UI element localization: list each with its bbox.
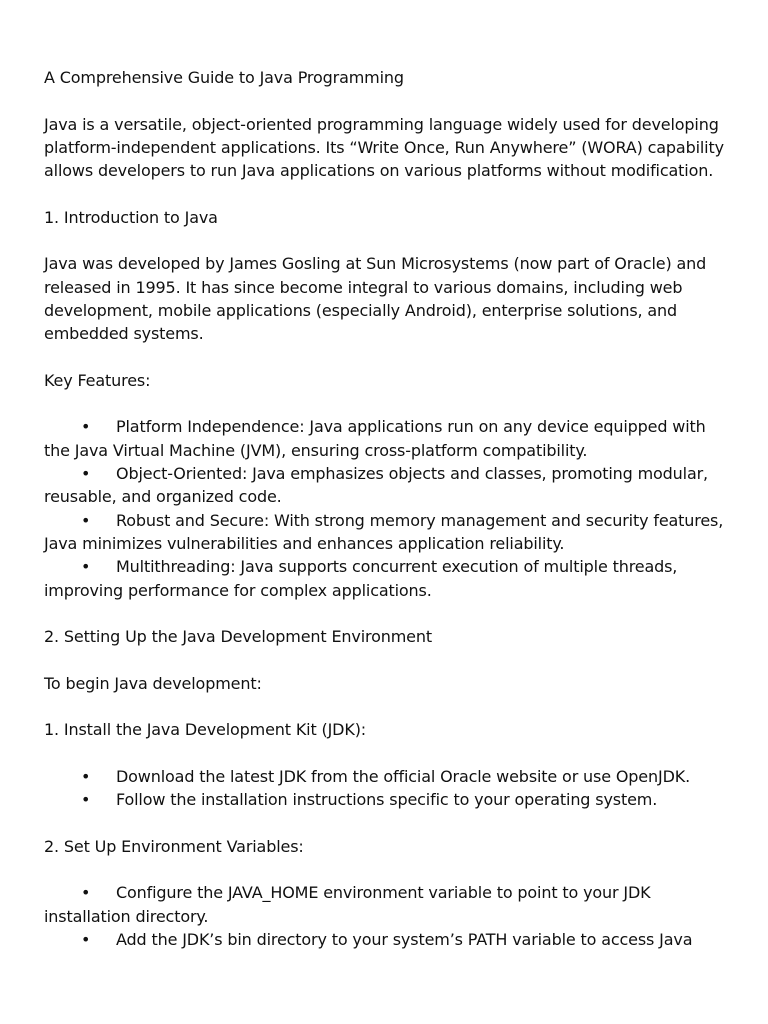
bullet-point: • [81,929,91,949]
step-item-text-continued: installation directory. [44,906,209,926]
bullet-point: • [81,510,91,530]
step-item-text: Follow the installation instructions specific to your operating system. [116,790,658,810]
intro-line: Java is a versatile, object-oriented programming language widely used for developing [44,114,719,134]
section1-paragraph-line: development, mobile applications (especially Android), enterprise solutions, and [44,300,678,320]
feature-item [44,555,734,578]
feature-text-continued: Java minimizes vulnerabilities and enhances application reliability. [44,533,565,553]
key-features-heading: Key Features: [44,370,151,390]
bullet-point: • [81,883,91,903]
intro-line: allows developers to run Java applications on various platforms without modification. [44,161,714,181]
step-item-text: Download the latest JDK from the official Oracle website or use OpenJDK. [116,766,691,786]
step-item [44,765,734,788]
bullet-point: • [81,766,91,786]
bullet-point: • [81,557,91,577]
feature-text-continued: the Java Virtual Machine (JVM), ensuring cross-platform compatibility. [44,440,588,460]
document-page [44,66,734,951]
step-item-text: Add the JDK’s bin directory to your system’s PATH variable to access Java [116,929,693,949]
step-item-text: Configure the JAVA_HOME environment variable to point to your JDK [116,883,651,903]
section-heading-introduction: 1. Introduction to Java [44,207,218,227]
section1-paragraph-line: embedded systems. [44,324,204,344]
step-item [44,788,734,811]
feature-item [44,509,734,532]
step-heading-env-vars: 2. Set Up Environment Variables: [44,836,304,856]
feature-text: Multithreading: Java supports concurrent execution of multiple threads, [116,557,678,577]
step-item [44,881,734,904]
bullet-point: • [81,790,91,810]
feature-text-continued: improving performance for complex applications. [44,580,432,600]
feature-text: Platform Independence: Java applications run on any device equipped with [116,417,706,437]
document-title: A Comprehensive Guide to Java Programming [44,68,404,87]
feature-text: Robust and Secure: With strong memory management and security features, [116,510,724,530]
feature-text: Object-Oriented: Java emphasizes objects and classes, promoting modular, [116,464,708,484]
section1-paragraph-line: released in 1995. It has since become integral to various domains, including web [44,277,683,297]
feature-text-continued: reusable, and organized code. [44,487,282,507]
step-item [44,928,734,951]
step-heading-install-jdk: 1. Install the Java Development Kit (JDK): [44,720,367,740]
feature-item [44,415,734,438]
bullet-point: • [81,417,91,437]
feature-item [44,462,734,485]
bullet-point: • [81,464,91,484]
section2-intro: To begin Java development: [44,673,262,693]
section-heading-setup: 2. Setting Up the Java Development Environment [44,627,432,647]
intro-line: platform-independent applications. Its “Write Once, Run Anywhere” (WORA) capability [44,137,724,157]
section1-paragraph-line: Java was developed by James Gosling at Sun Microsystems (now part of Oracle) and [44,254,707,274]
